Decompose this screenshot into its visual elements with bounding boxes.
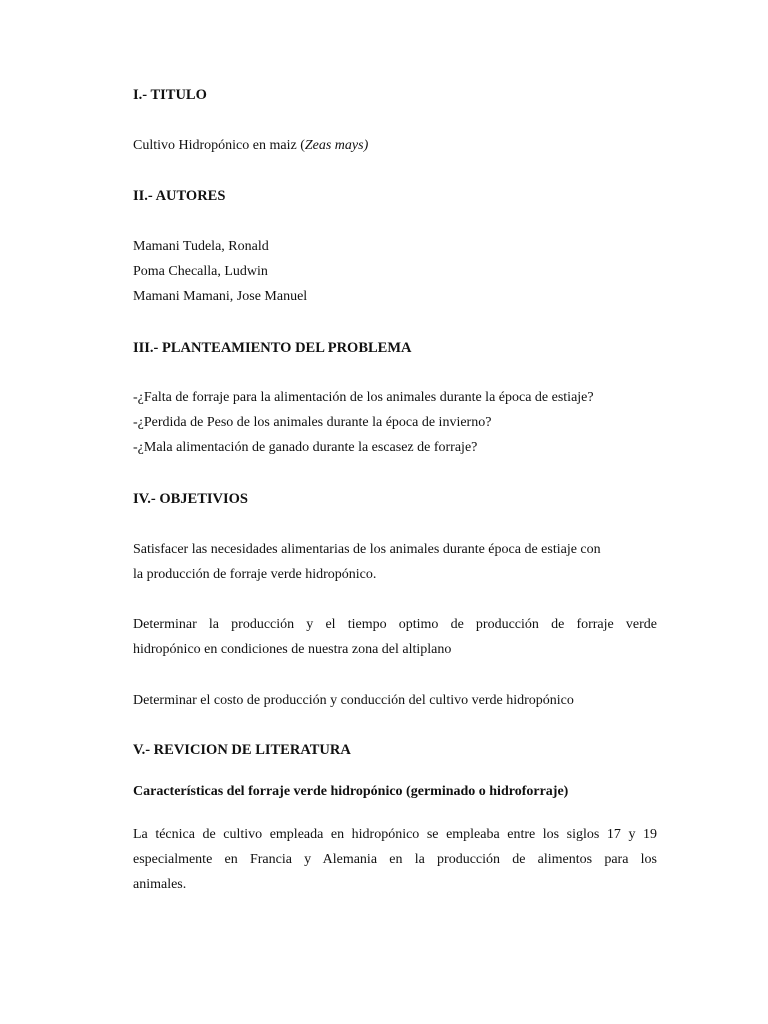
author-name: Poma Checalla, Ludwin bbox=[133, 264, 268, 279]
section-heading-objetivos: IV.- OBJETIVIOS bbox=[133, 491, 248, 507]
title-text: Cultivo Hidropónico en maiz ( bbox=[133, 138, 305, 153]
author-name: Mamani Mamani, Jose Manuel bbox=[133, 289, 308, 304]
section-heading-literatura: V.- REVICION DE LITERATURA bbox=[133, 742, 351, 758]
literature-subheading: Características del forraje verde hidropónico (germinado o hidroforraje) bbox=[133, 784, 569, 799]
problem-question: -¿Falta de forraje para la alimentación de los animales durante la época de estiaje? bbox=[133, 390, 594, 405]
literature-paragraph-line: especialmente en Francia y Alemania en la producción de alimentos para los bbox=[133, 852, 657, 867]
objective-line: Determinar la producción y el tiempo optimo de producción de forraje verde bbox=[133, 617, 657, 632]
author-name: Mamani Tudela, Ronald bbox=[133, 239, 269, 254]
literature-paragraph-line: animales. bbox=[133, 877, 187, 892]
problem-question: -¿Mala alimentación de ganado durante la escasez de forraje? bbox=[133, 440, 478, 455]
title-line bbox=[133, 137, 368, 155]
species-name: Zeas mays) bbox=[304, 138, 369, 153]
objective-line: Determinar el costo de producción y conducción del cultivo verde hidropónico bbox=[133, 693, 574, 708]
literature-paragraph-line: La técnica de cultivo empleada en hidropónico se empleaba entre los siglos 17 y 19 bbox=[133, 827, 657, 842]
section-heading-titulo: I.- TITULO bbox=[133, 87, 207, 103]
objective-line: Satisfacer las necesidades alimentarias de los animales durante época de estiaje con bbox=[133, 542, 601, 557]
problem-question: -¿Perdida de Peso de los animales durante la época de invierno? bbox=[133, 415, 492, 430]
objective-line: la producción de forraje verde hidropónico. bbox=[133, 567, 377, 582]
section-heading-autores: II.- AUTORES bbox=[133, 188, 226, 204]
section-heading-problema: III.- PLANTEAMIENTO DEL PROBLEMA bbox=[133, 340, 412, 356]
objective-line: hidropónico en condiciones de nuestra zona del altiplano bbox=[133, 642, 452, 657]
